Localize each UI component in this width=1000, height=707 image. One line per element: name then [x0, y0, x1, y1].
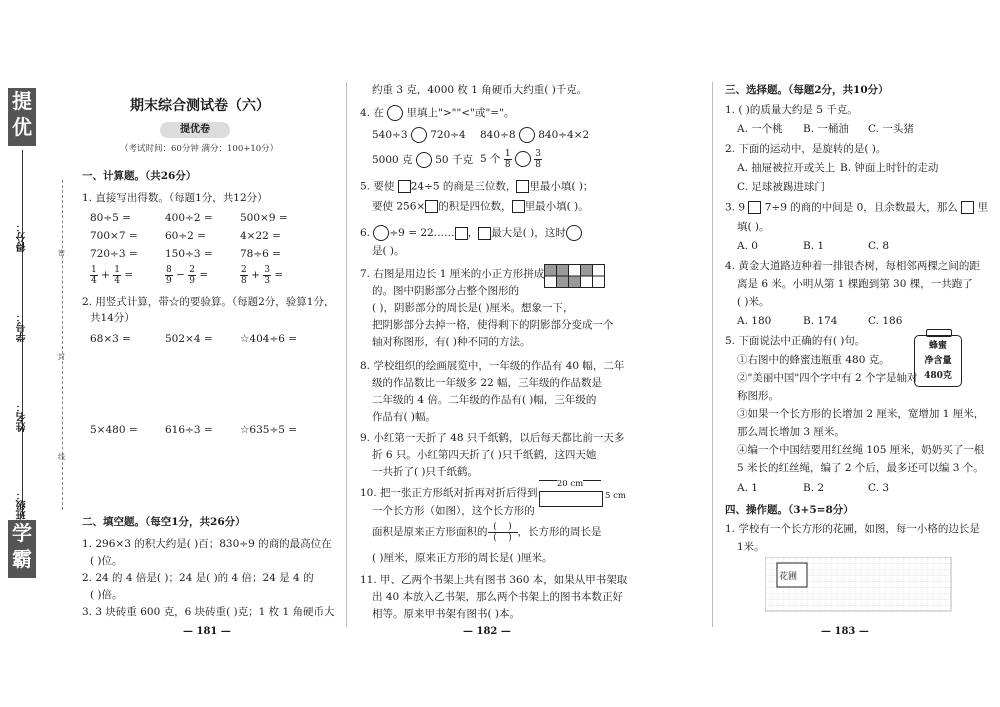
compare-circle[interactable] [515, 151, 531, 167]
compare-item: 5000 克 50 千克 [372, 154, 473, 166]
choice-q1: 1. ( )的质量大约是 5 千克。 [725, 104, 858, 116]
calc-item: 500×9 = [240, 212, 288, 224]
calc-item: 4×22 = [240, 230, 281, 242]
q9-line: 一共折了( )只千纸鹤。 [372, 466, 479, 478]
vert-calc-item: ☆404÷6 = [240, 333, 298, 345]
binding-strip [0, 0, 70, 707]
choice-option: A. 0 [737, 240, 758, 252]
q10-line-b: 一个长方形（如图），这个长方形的 [372, 505, 535, 517]
q9-line: 9. 小红第一天折了 48 只千纸鹤，以后每天都比前一天多 [360, 432, 625, 444]
choice-option: B. 钟面上时针的走动 [840, 162, 939, 174]
blank-box[interactable] [961, 201, 974, 214]
q10-line-d: ( )厘米，原来正方形的周长是( )厘米。 [372, 552, 553, 564]
field-class: 班级： [17, 490, 28, 520]
vert-calc-item: ☆635÷5 = [240, 424, 298, 436]
vert-calc-item: 5×480 = [90, 424, 138, 436]
shaded-grid-figure [544, 264, 606, 288]
q8-line: 二年级的 4 倍。二年级的作品有( )幅，三年级的 [372, 394, 597, 406]
field-score: 得分： [17, 222, 28, 252]
q4-heading: 4. 在 里填上">""<"或"="。 [360, 107, 515, 119]
blank-box[interactable] [455, 227, 468, 240]
fill-q1-b: ( )位。 [90, 555, 123, 567]
blank-circle[interactable] [373, 225, 389, 241]
choice-option: B. 174 [803, 315, 838, 327]
garden-label: 花圃 [779, 572, 798, 582]
section2-title: 二、填空题。（每空1分，共26分） [82, 516, 246, 528]
exam-title: 期末综合测试卷（六） [130, 98, 270, 114]
q7-line: 轴对称图形，有( )种不同的方法。 [372, 336, 531, 348]
vert-calc-item: 502×4 = [165, 333, 213, 345]
blank-box[interactable] [512, 200, 525, 213]
choice-option: C. 186 [868, 315, 903, 327]
page-number-183: — 183 — [821, 626, 869, 637]
blank-box[interactable] [425, 200, 438, 213]
grid-lines [765, 557, 955, 617]
compare-item: 840÷8 840÷4×2 [480, 129, 590, 141]
choice-q3-a: 3. 9 7÷9 的商的中间是 0，且余数最大，那么 里 [725, 201, 988, 214]
statement: ②"美丽中国"四个字中有 2 个字是轴对 [737, 372, 918, 384]
q11-line: 相等。原来甲书架有图书( )本。 [372, 608, 521, 620]
exam-time: （考试时间：60分钟 满分：100+10分） [120, 144, 279, 154]
folded-rect-figure [535, 479, 626, 514]
q6-line-b: 是( )。 [372, 245, 405, 257]
op-q1-a: 1. 学校有一个长方形的花圃，如图，每一小格的边长是 [725, 523, 980, 535]
choice-option: A. 一个桃 [737, 123, 783, 135]
choice-option: A. 抽屉被拉开或关上 [737, 162, 836, 174]
q7-line: ( )，阴影部分的周长是( )厘米。想象一下， [372, 302, 574, 314]
blank-box[interactable] [748, 201, 761, 214]
jar-label: 蜂蜜 净含量 480克 [924, 341, 952, 381]
compare-circle[interactable] [411, 127, 427, 143]
calc-item: 400÷2 = [165, 212, 213, 224]
choice-q4-line: 离是 6 米。小明从第 1 棵跑到第 30 棵，一共跑了 [737, 278, 973, 290]
statement: ④编一个中国结要用红丝绳 105 厘米，奶奶买了一根 [737, 444, 985, 456]
logo-xueba: 学霸 [8, 520, 36, 578]
q2-heading-b: 共14分） [90, 312, 135, 324]
q2-heading-a: 2. 用竖式计算，带☆的要验算。（每题2分，验算1分， [82, 296, 335, 308]
dim-height: 5 cm [605, 491, 626, 501]
choice-q4-line: 4. 黄金大道路边种着一排银杏树，每相邻两棵之间的距 [725, 260, 980, 272]
section4-title: 四、操作题。（3+5=8分） [725, 504, 854, 516]
cut-mark-xian: 线 [58, 453, 65, 461]
op-q1-b: 1米。 [737, 541, 765, 553]
fill-q3: 3. 3 块砖重 600 克，6 块砖重( )克；1 枚 1 角硬币大 [82, 606, 335, 618]
q8-line: 8. 学校组织的绘画展览中，一年级的作品有 40 幅，二年 [360, 360, 625, 372]
q7-line: 7. 右图是用边长 1 厘米的小正方形拼成 [360, 268, 545, 280]
q10-line-c: 面积是原来正方形面积的 $\frac{( )}{( )}$ ，长方形的周长是 [372, 521, 602, 543]
section1-title: 一、计算题。（共26分） [82, 170, 197, 182]
calc-item: 80÷5 = [90, 212, 131, 224]
compare-circle[interactable] [416, 152, 432, 168]
level-badge: 提优卷 [160, 122, 230, 138]
q7-line: 把阴影部分去掉一格，使得剩下的阴影部分变成一个 [372, 319, 614, 331]
q5-line-b: 要使 256× 的积是四位数， 里最小填( )。 [372, 200, 589, 213]
compare-circle[interactable] [387, 105, 403, 121]
choice-option: B. 一桶油 [803, 123, 849, 135]
choice-option: A. 1 [737, 482, 758, 494]
blank-circle[interactable] [566, 225, 582, 241]
q9-line: 折 6 只。小红第四天折了( )只千纸鹤，这四天她 [372, 449, 597, 461]
garden-grid [765, 557, 955, 617]
choice-q4-line: ( )米。 [737, 296, 770, 308]
q1-heading: 1. 直接写出得数。（每题1分，共12分） [82, 192, 268, 204]
frac-calc-3: $\frac{2}{8}$ + $\frac{3}{3}$ = [241, 264, 284, 286]
fill-q2-b: ( )倍。 [90, 589, 123, 601]
q8-line: 级的作品数比一年级多 22 幅，三年级的作品数是 [372, 377, 603, 389]
cut-mark-feng: 封 [58, 353, 65, 361]
column-divider [712, 82, 713, 627]
cut-mark-mi: 密 [58, 249, 65, 257]
calc-item: 150÷3 = [165, 248, 213, 260]
compare-item: 540÷3 720÷4 [372, 129, 466, 141]
q6-line-a: 6. ÷9 = 22…… ， 最大是( )，这时 [360, 225, 582, 241]
field-name: 姓名： [17, 402, 28, 432]
folded-rectangle [539, 491, 603, 507]
statement: 称图形。 [737, 390, 779, 402]
honey-jar-figure [914, 329, 962, 387]
choice-option: B. 2 [803, 482, 825, 494]
q11-line: 出 40 本放入乙书架，那么两个书架上的图书本数正好 [372, 591, 624, 603]
statement: 5 米长的红丝绳，编了 2 个后，最多还可以编 3 个。 [737, 462, 984, 474]
blank-box[interactable] [478, 227, 491, 240]
q10-line-a: 10. 把一张正方形纸对折再对折后得到 [360, 487, 538, 499]
section3-title: 三、选择题。（每题2分，共10分） [725, 84, 889, 96]
statement: 那么周长增加 3 厘米。 [737, 426, 845, 438]
choice-option: C. 足球被踢进球门 [737, 181, 825, 193]
fill-q2-a: 2. 24 的 4 倍是( )；24 是( )的 4 倍；24 是 4 的 [82, 572, 314, 584]
fill-q3-cont: 约重 3 克，4000 枚 1 角硬币大约重( )千克。 [372, 84, 588, 96]
page-number-181: — 181 — [183, 626, 231, 637]
choice-q2: 2. 下面的运动中，是旋转的是( )。 [725, 143, 887, 155]
column-divider [346, 82, 347, 627]
calc-item: 720÷3 = [90, 248, 138, 260]
choice-q3-b: 填( )。 [737, 221, 770, 233]
fill-q1-a: 1. 296×3 的积大约是( )百；830÷9 的商的最高位在 [82, 538, 332, 550]
logo-tiyou: 提优 [8, 88, 36, 146]
q5-line-a: 5. 要使 24÷5 的商是三位数， 里最小填( )； [360, 180, 594, 193]
choice-option: C. 3 [868, 482, 890, 494]
q11-line: 11. 甲、乙两个书架上共有图书 360 本，如果从甲书架取 [360, 574, 628, 586]
q7-line: 的。图中阴影部分占整个图形的 [372, 285, 519, 297]
choice-option: C. 8 [868, 240, 890, 252]
choice-option: A. 180 [737, 315, 772, 327]
calc-item: 78÷6 = [240, 248, 281, 260]
statement: ③如果一个长方形的长增加 2 厘米，宽增加 1 厘米， [737, 408, 985, 420]
compare-item-frac: 5 个 $\frac{1}{8}$ $\frac{3}{8}$ [480, 148, 542, 170]
compare-circle[interactable] [519, 127, 535, 143]
frac-calc-1: $\frac{1}{4}$ + $\frac{1}{4}$ = [91, 264, 134, 286]
vert-calc-item: 68×3 = [90, 333, 131, 345]
statement: ①右图中的蜂蜜违瓶重 480 克。 [737, 354, 890, 366]
calc-item: 700×7 = [90, 230, 138, 242]
choice-option: C. 一头猪 [868, 123, 914, 135]
blank-box[interactable] [516, 180, 529, 193]
frac-calc-2: $\frac{8}{9}$ − $\frac{2}{9}$ = [166, 264, 209, 286]
field-student-no: 学号： [17, 312, 28, 342]
q8-line: 作品有( )幅。 [372, 411, 437, 423]
choice-q5: 5. 下面说法中正确的有( )句。 [725, 335, 866, 347]
page-number-182: — 182 — [463, 626, 511, 637]
blank-box[interactable] [398, 180, 411, 193]
choice-option: B. 1 [803, 240, 825, 252]
vert-calc-item: 616÷3 = [165, 424, 213, 436]
dim-width: 20 cm [539, 480, 601, 491]
calc-item: 60÷2 = [165, 230, 206, 242]
